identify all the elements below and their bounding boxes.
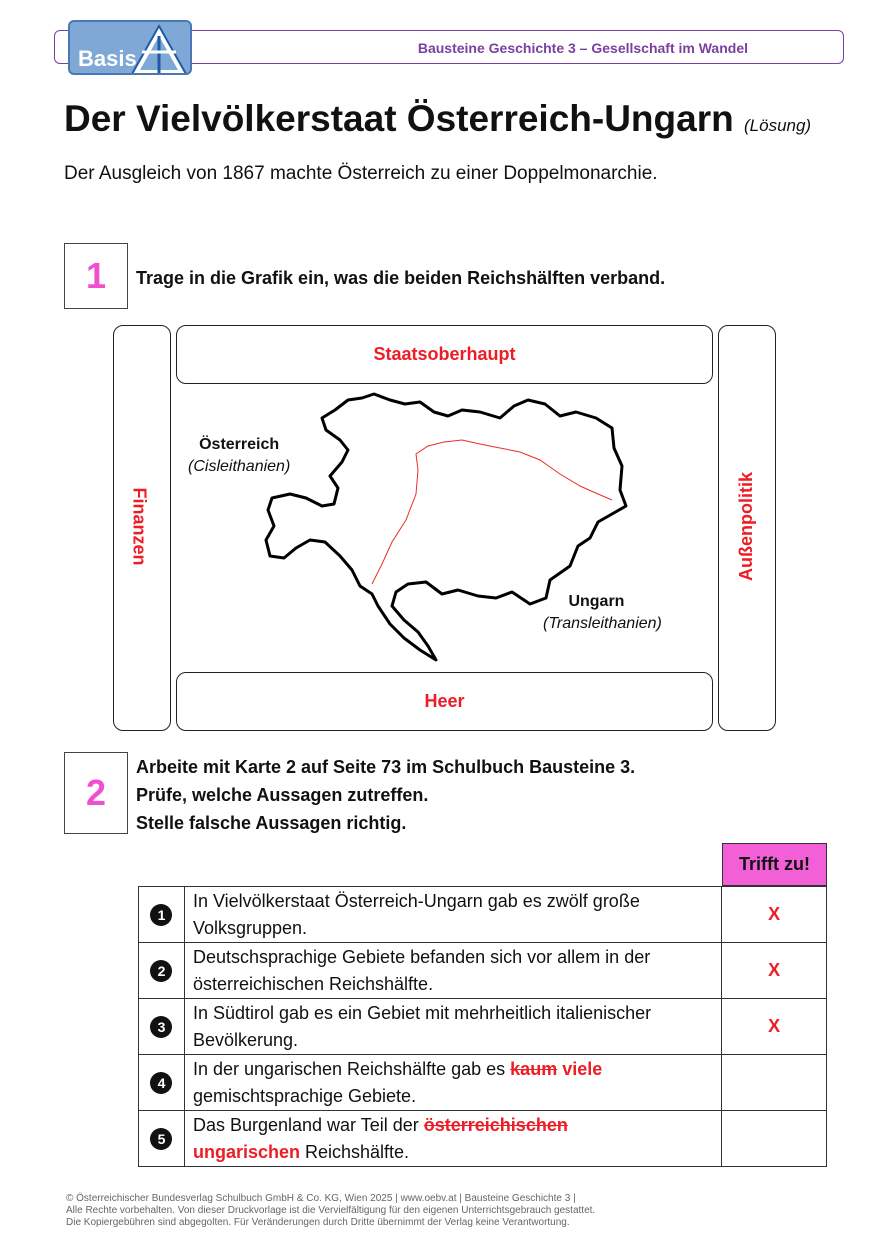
footer: [66, 1193, 595, 1229]
correction-word: viele: [562, 1058, 603, 1079]
check-mark[interactable]: X: [722, 999, 827, 1055]
austria-label: [188, 436, 290, 476]
hungary-sub: (Transleithanien): [543, 615, 662, 632]
right-label: Außenpolitik: [736, 472, 756, 581]
table-row: [139, 887, 827, 943]
table-row: [139, 1055, 827, 1111]
row-number: 3: [150, 1016, 172, 1038]
hungary-label: [543, 593, 662, 633]
title-main: Der Vielvölkerstaat Österreich-Ungarn: [64, 98, 734, 139]
series-title: Bausteine Geschichte 3 – Gesellschaft im Wandel: [417, 40, 748, 56]
correction-word: ungarischen: [192, 1141, 300, 1162]
row-number: 4: [150, 1072, 172, 1094]
task-2-number: 2: [64, 752, 128, 834]
statement-text-after: Reichshälfte.: [305, 1141, 410, 1162]
logo-text: Basis: [78, 46, 137, 71]
row-number: 1: [150, 904, 172, 926]
statement-text: [184, 1111, 721, 1167]
check-mark[interactable]: X: [722, 943, 827, 999]
footer-fees: Die Kopiergebühren sind abgegolten. Für Veränderungen durch Dritte übernimmt der Verlag keine Verantwortung.: [66, 1217, 570, 1228]
row-number: 5: [150, 1128, 172, 1150]
title-note: (Lösung): [744, 116, 812, 135]
statement-text: [184, 1055, 721, 1111]
footer-copyright: © Österreichischer Bundesverlag Schulbuch GmbH & Co. KG, Wien 2025 |: [66, 1193, 398, 1204]
statement-text: Deutschsprachige Gebiete befanden sich vor allem in der österreichischen Reichshälfte.: [184, 943, 721, 999]
column-header-trifft-zu: Trifft zu!: [722, 843, 827, 886]
statement-text: In Südtirol gab es ein Gebiet mit mehrheitlich italienischer Bevölkerung.: [184, 999, 721, 1055]
check-mark[interactable]: X: [722, 887, 827, 943]
inner-border-line: [372, 440, 612, 584]
struck-word: österreichischen: [423, 1114, 568, 1135]
table-row: [139, 999, 827, 1055]
table-row: [139, 1111, 827, 1167]
footer-rights: Alle Rechte vorbehalten. Von dieser Druckvorlage ist die Vervielfältigung für den eigenen Unterrichtsgebrauch gestattet.: [66, 1205, 596, 1216]
austria-name: Österreich: [199, 436, 280, 453]
table-row: [139, 943, 827, 999]
hungary-name: Ungarn: [568, 593, 625, 610]
check-mark[interactable]: [722, 1055, 827, 1111]
row-number: 2: [150, 960, 172, 982]
struck-word: kaum: [510, 1058, 558, 1079]
left-label: Finanzen: [129, 487, 150, 566]
task-1-instruction: Trage in die Grafik ein, was die beiden Reichshälften verband.: [136, 268, 666, 288]
statement-text-after: gemischtsprachige Gebiete.: [192, 1085, 417, 1106]
austria-sub: (Cisleithanien): [188, 458, 291, 475]
top-label: Staatsoberhaupt: [373, 344, 516, 364]
bottom-label: Heer: [424, 691, 465, 711]
statement-text: In Vielvölkerstaat Österreich-Ungarn gab es zwölf große Volksgruppen.: [184, 887, 721, 943]
statement-text-before: In der ungarischen Reichshälfte gab es: [192, 1058, 506, 1079]
task-2-instructions: [136, 753, 635, 837]
footer-link[interactable]: www.oebv.at: [400, 1193, 457, 1204]
statement-text-before: Das Burgenland war Teil der: [192, 1114, 419, 1135]
intro-text: Der Ausgleich von 1867 machte Österreich zu einer Doppelmonarchie.: [64, 163, 658, 184]
task-1-number: 1: [64, 243, 128, 309]
check-mark[interactable]: [722, 1111, 827, 1167]
footer-series: | Bausteine Geschichte 3 |: [459, 1193, 576, 1204]
task-2-line: Prüfe, welche Aussagen zutreffen.: [136, 785, 429, 805]
task-2-line: Arbeite mit Karte 2 auf Seite 73 im Schulbuch Bausteine 3.: [136, 757, 636, 777]
task-2-line: Stelle falsche Aussagen richtig.: [136, 813, 407, 833]
statements-table: [138, 886, 827, 1167]
